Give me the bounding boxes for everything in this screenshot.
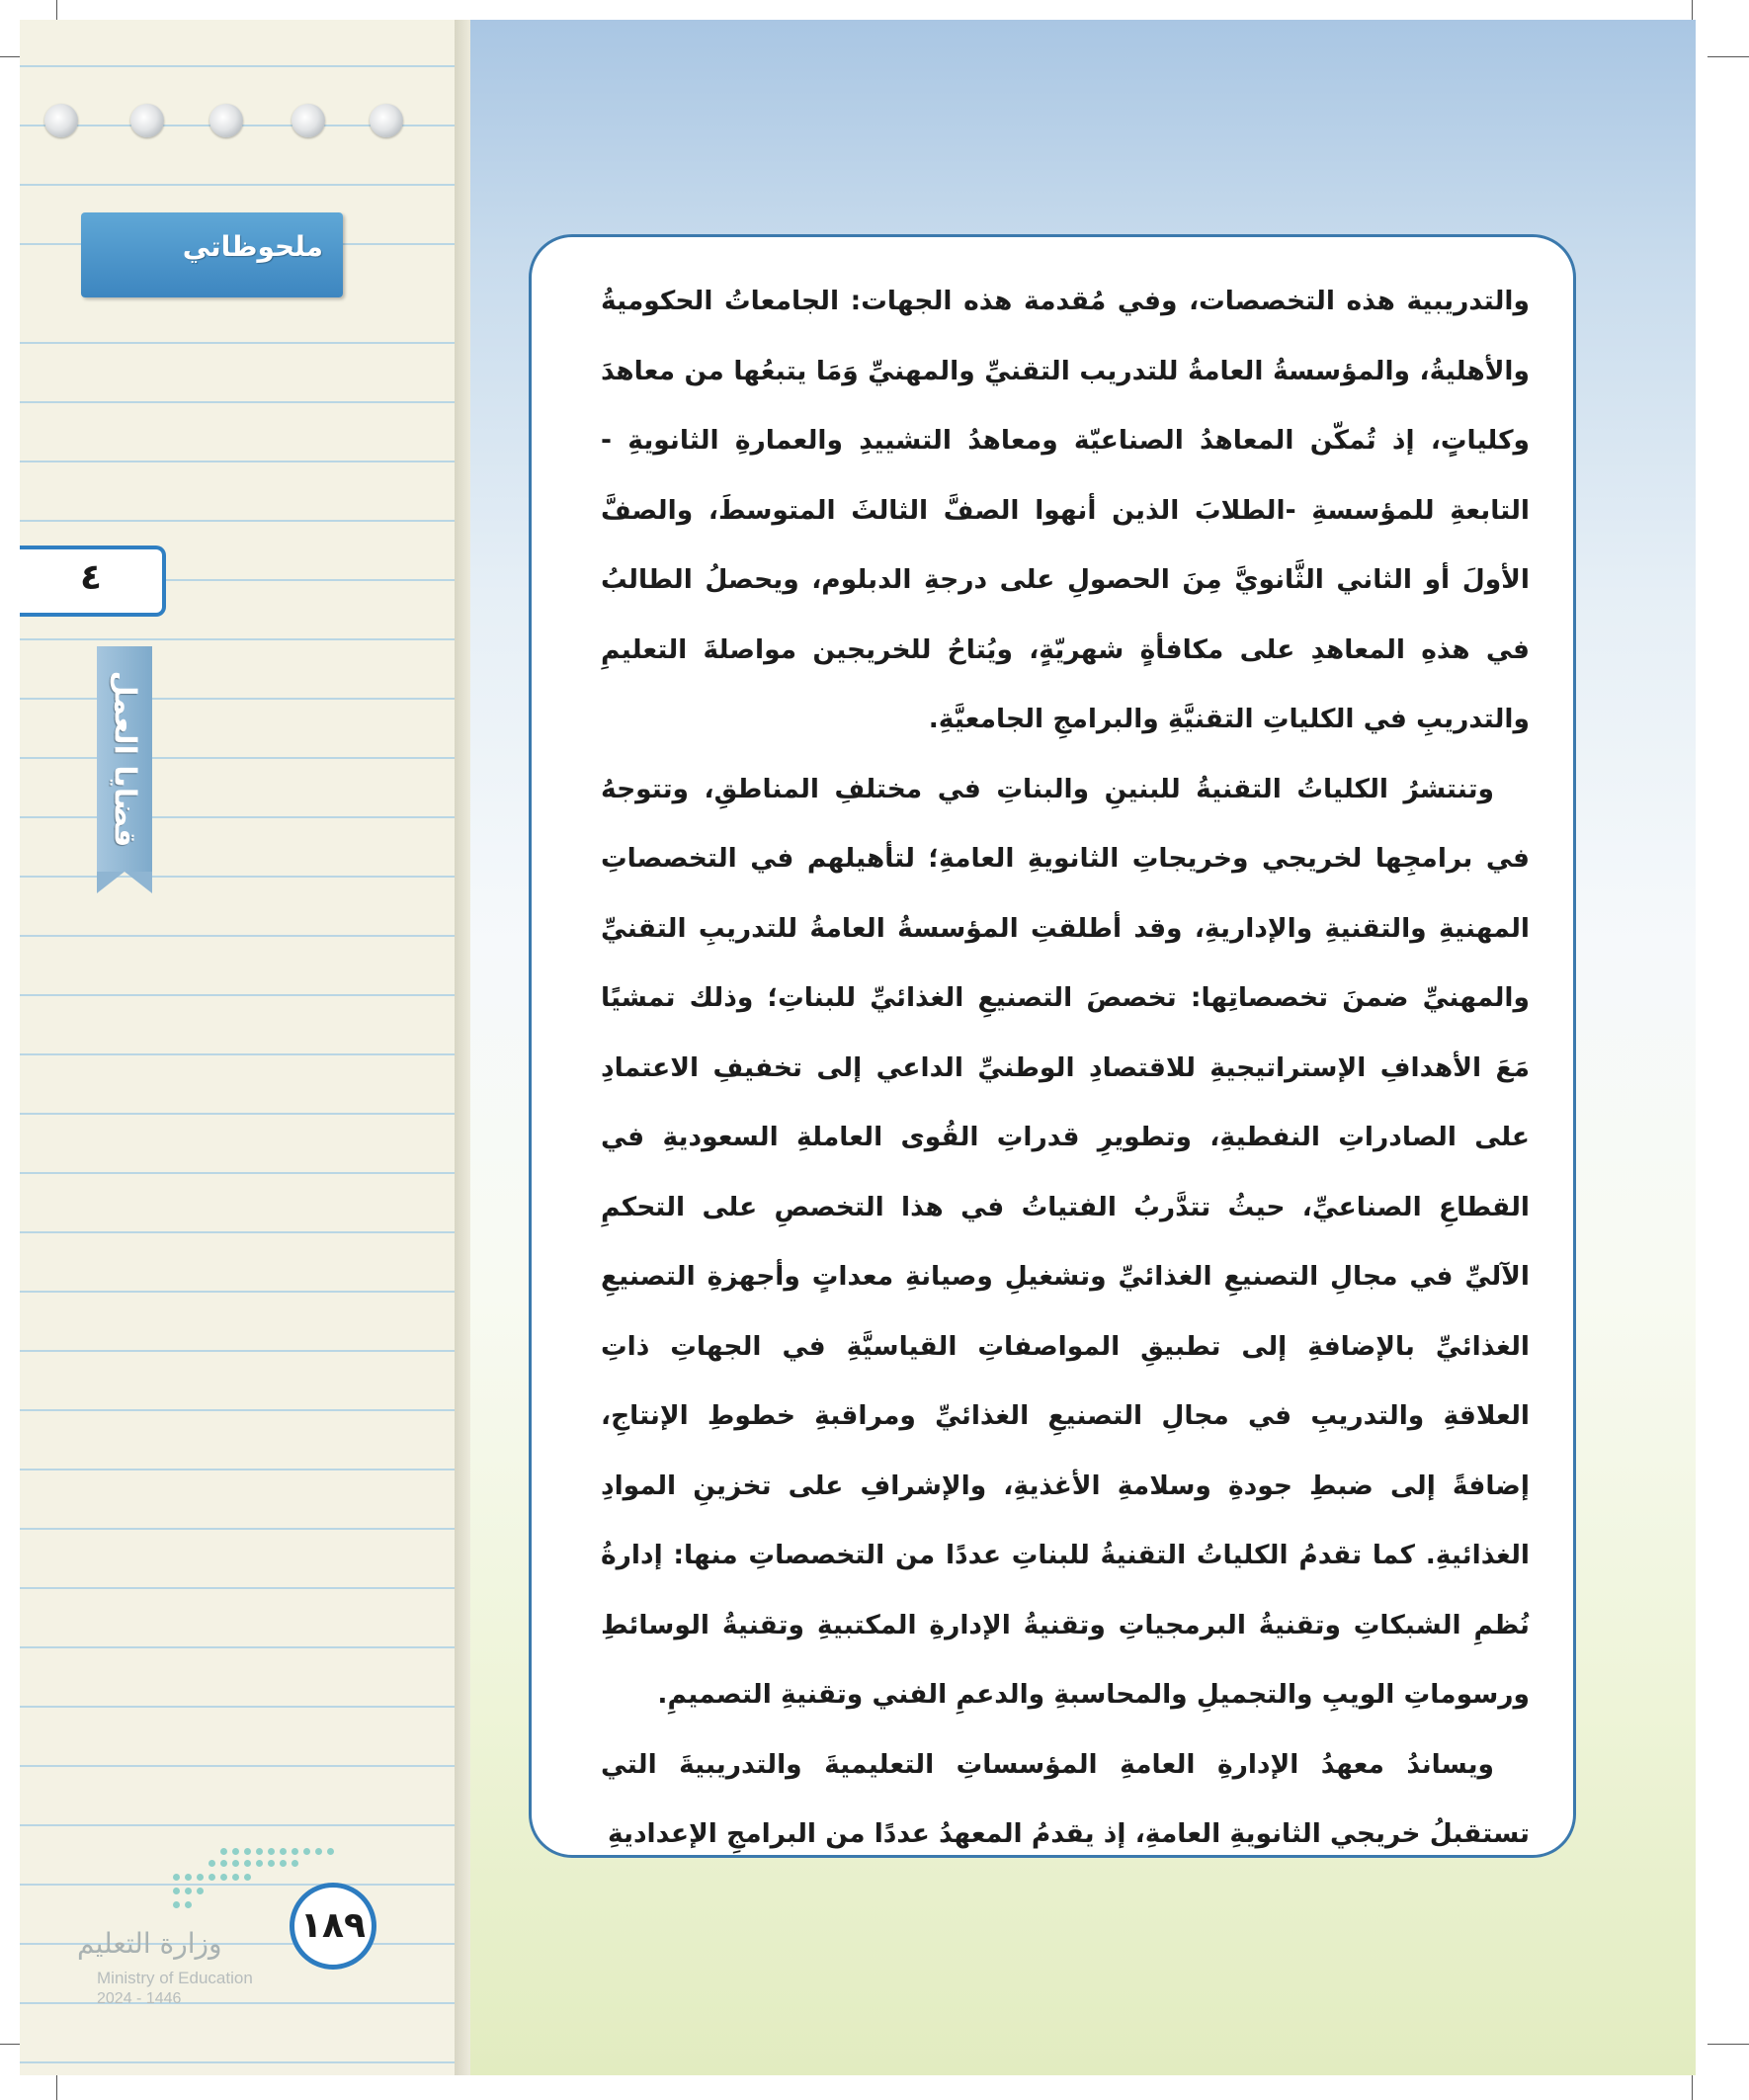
notes-tab xyxy=(81,212,343,297)
binder-ring-icon xyxy=(130,104,164,137)
page-number-badge xyxy=(290,1883,376,1970)
binder-ring-icon xyxy=(292,104,325,137)
crop-mark xyxy=(1707,56,1749,57)
notebook-margin xyxy=(20,20,464,2075)
ministry-name-arabic: وزارة التعليم xyxy=(77,1927,222,1960)
ministry-name-english: Ministry of Education xyxy=(97,1969,253,1987)
unit-number-box xyxy=(20,546,166,617)
binder-ring-icon xyxy=(209,104,243,137)
unit-title-tab xyxy=(97,646,152,872)
edition-year: 2024 - 1446 xyxy=(97,1990,182,2007)
binder-ring-icon xyxy=(44,104,78,137)
paragraph: والتدريبية هذه التخصصات، وفي مُقدمة هذه الجهات: الجامعاتُ الحكوميةُ والأهليةُ، والمؤسسةُ العامةُ للتدريب التقنيِّ والمهنيِّ وَمَا يتبعُها من معاهدَ وكلياتٍ، إذ تُمكّن المعاهدُ الصناعيّة ومعاهدُ التشييدِ والعمارةِ الثانويةِ - التابعةِ للمؤسسةِ -الطلابَ الذين أنهوا الصفَّ الثالثَ المتوسطَ، والصفَّ الأولَ أو الثاني الثَّانويَّ مِنَ الحصولِ على درجةِ الدبلوم، ويحصلُ الطالبُ في هذهِ المعاهدِ على مكافأةٍ شهريّةٍ، ويُتاحُ للخريجين مواصلةَ التعليمِ والتدريبِ في الكلياتِ التقنيَّةِ والبرامجِ الجامعيَّةِ. xyxy=(601,286,1530,734)
paragraph: ويساندُ معهدُ الإدارةِ العامةِ المؤسساتِ التعليميةَ والتدريبيةَ التي تستقبلُ خريجي الثانويةِ العامةِ، إذ يقدمُ المعهدُ عددًا من البرامجِ الإعداديةِ xyxy=(601,1748,1530,1849)
notebook-edge xyxy=(455,20,470,2075)
crop-mark xyxy=(1707,2044,1749,2045)
body-text xyxy=(601,267,1530,1870)
unit-title: قضايا العمل xyxy=(107,670,142,848)
paragraph: وتنتشرُ الكلياتُ التقنيةُ للبنينِ والبناتِ في مختلفِ المناطقِ، وتتوجهُ في برامجِها لخريجي وخريجاتِ الثانويةِ العامةِ؛ لتأهيلهم في التخصصاتِ المهنيةِ والتقنيةِ والإداريةِ، وقد أطلقتِ المؤسسةُ العامةُ للتدريبِ التقنيِّ والمهنيِّ ضمنَ تخصصاتِها: تخصصَ التصنيعِ الغذائيِّ للبناتِ؛ وذلك تمشيًا مَعَ الأهدافِ الإستراتيجيةِ للاقتصادِ الوطنيِّ الداعي إلى تخفيفِ الاعتمادِ على الصادراتِ النفطيةِ، وتطويرِ قدراتِ القُوى العاملةِ السعوديةِ في القطاعِ الصناعيِّ، حيثُ تتدَّربُ الفتياتُ في هذا التخصصِ على التحكمِ الآليِّ في مجالِ التصنيعِ الغذائيِّ وتشغيلِ وصيانةِ معداتٍ وأجهزةِ التصنيعِ الغذائيِّ بالإضافةِ إلى تطبيقِ المواصفاتِ القياسيَّةِ في الجهاتِ ذاتِ العلاقةِ والتدريبِ في مجالِ التصنيعِ الغذائيِّ ومراقبةِ خطوطِ الإنتاجِ، إضافةً إلى ضبطِ جودةِ وسلامةِ الأغذيةِ، والإشرافِ على تخزينِ الموادِ الغذائيةِ. كما تقدمُ الكلياتُ التقنيةُ للبناتِ عددًا من التخصصاتِ منها: إدارةُ نُظمِ الشبكاتِ وتقنيةُ البرمجياتِ وتقنيةُ الإدارةِ المكتبيةِ وتقنيةُ الوسائطِ ورسوماتِ الويبِ والتجميلِ والمحاسبةِ والدعمِ الفني وتقنيةِ التصميمِ. xyxy=(601,773,1530,1710)
page-number: ١٨٩ xyxy=(300,1905,366,1946)
notes-label: ملحوظاتي xyxy=(182,230,323,263)
unit-number: ٤ xyxy=(80,557,102,598)
binder-ring-icon xyxy=(370,104,403,137)
